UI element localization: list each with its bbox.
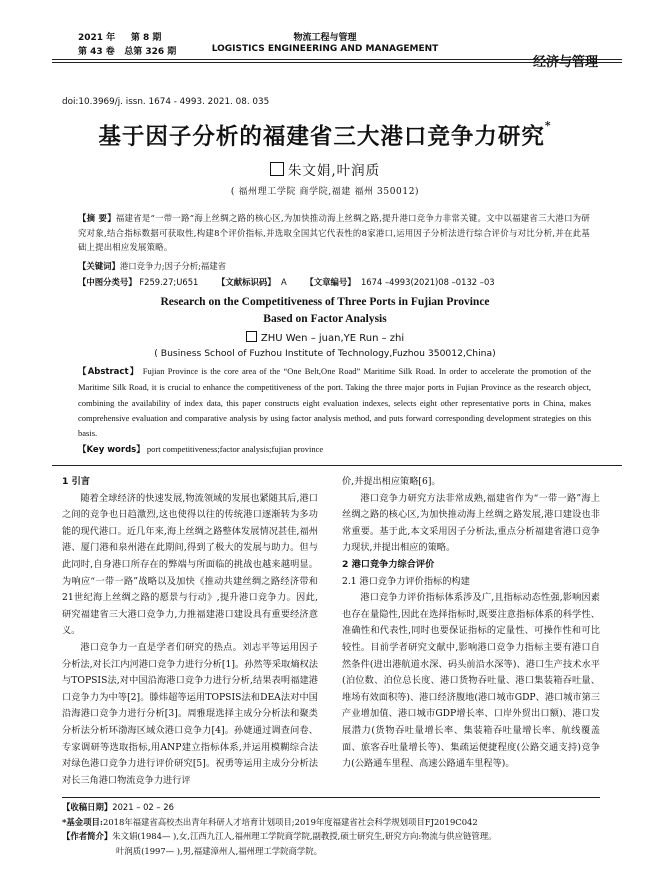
body-right-column bbox=[342, 474, 600, 773]
header-volume: 第 43 卷 bbox=[78, 47, 115, 57]
paragraph: 随着全球经济的快速发展,物流领域的发展也紧随其后,港口之间的竞争也日趋激烈,这也使得以往的传统港口逐渐转为多功能的现代港口。近几年来,海上丝绸之路整体发展情况甚佳,福州港、厦门港和泉州港在此期间,得到了极大的发展与助力。但与此同时,自身港口所存在的弊端与所面临的挑战也越来越明显。为响应“一带一路”战略以及加快《推动共建丝绸之路经济带和21世纪海上丝绸之路的愿景与行动》,提升港口竞争力。因此,研究福建省三大港口竞争力,力推福建港口建设具有重要经济意义。 bbox=[62, 492, 318, 637]
title-en-line1: Research on the Competitiveness of Three Ports in Fujian Province bbox=[160, 296, 490, 308]
author-bio-2: 叶润质(1997— ),男,福建漳州人,福州理工学院商学院。 bbox=[116, 845, 322, 856]
author-box-icon bbox=[270, 162, 284, 176]
author-bio-1: 朱文娟(1984— ),女,江西九江人,福州理工学院商学院,副教授,硕士研究生,研究方向:物流与供应链管理。 bbox=[112, 831, 497, 841]
abstract-en-label: 【Abstract】 bbox=[78, 367, 140, 377]
title-en-line2: Based on Factor Analysis bbox=[263, 313, 387, 325]
fund-value: 2018年福建省高校杰出青年科研人才培育计划项目;2019年度福建省社会科学规划项目FJ2019C042 bbox=[102, 816, 478, 827]
author-en-box-icon bbox=[246, 331, 257, 342]
keywords-en bbox=[78, 443, 323, 455]
keywords-cn bbox=[78, 260, 226, 272]
paragraph: 港口竞争力一直是学者们研究的热点。刘志平等运用因子分析法,对长江内河港口竞争力进行分析[1]。孙然等采取熵权法与TOPSIS法,对中国沿海港口竞争力进行分析,结果表明福建港口竞争力为中等[2]。滕炜超等运用TOPSIS法和DEA法对中国沿海港口竞争力进行分析[3]。周雅琨选择主成分分析法和聚类分析法分析环渤海区域众港口竞争力[4]。孙婕通过调查问卷、专家调研等选取指标,用ANP建立指标体系,并运用模糊综合法对绿色港口竞争力进行评价研究[5]。祝勇等运用主成分分析法对长三角港口物流竞争力进行评 bbox=[62, 641, 318, 786]
journal-name-en: LOGISTICS ENGINEERING AND MANAGEMENT bbox=[211, 44, 439, 54]
abstract-en-text: Fujian Province is the core area of the “One Belt,One Road” Maritime Silk Road. In order to accelerate the promotion of the Maritime Silk Road, it is crucial to enhance the competitiveness of the port. Taking the three major ports in Fujian Province as the research object, combining the availability of index data, this paper constructs eight evaluation indexes, selects eight other representative ports in China, makes comprehensive evaluation and comparative analysis by using factor analysis method, and puts forward corresponding development strategies on this basis. bbox=[78, 366, 591, 439]
section-2-heading: 2 港口竞争力综合评价 bbox=[342, 558, 435, 570]
fund-label: *基金项目: bbox=[62, 816, 103, 827]
authors-text: 朱文娟,叶润质 bbox=[287, 163, 381, 179]
body-left-column bbox=[62, 474, 318, 789]
classification-line bbox=[78, 276, 598, 288]
footnote-rule bbox=[62, 797, 600, 798]
paragraph: 价,并提出相应策略[6]。 bbox=[342, 476, 441, 487]
authors bbox=[0, 159, 650, 179]
affiliation: ( 福州理工学院 商学院,福建 福州 350012) bbox=[230, 187, 420, 197]
journal-name-cn: 物流工程与管理 bbox=[293, 33, 357, 43]
header-total: 总第 326 期 bbox=[124, 47, 177, 57]
paragraph: 港口竞争力评价指标体系涉及广,且指标动态性强,影响因素也存在量隐性,因此在选择指标时,既要注意指标体系的科学性、准确性和代表性,同时也要保证指标的定量性、可操作性和可比较性。目前学者研究文献中,影响港口竞争力指标主要有港口自然条件(进出港航道水深、码头前沿水深等)、港口生产技术水平(泊位数、泊位总长度、港口货物吞吐量、港口集装箱吞吐量、堆场有效面积等)、港口经济腹地(港口城市GDP、港口城市第三产业增加值、港口城市GDP增长率、口岸外贸出口额)、港口发展潜力(货物吞吐量增长率、集装箱吞吐量增长率、航线覆盖面、旅客吞吐量增长等)、集疏运便捷程度(公路交通支持)竞争力(公路通车里程、高速公路通车里程等)。 bbox=[342, 592, 600, 770]
paragraph: 港口竞争力研究方法非常成熟,福建省作为“一带一路”海上丝绸之路的核心区,为加快推动海上丝绸之路发展,港口建设也非常重要。基于此,本文采用因子分析法,重点分析福建省港口竞争力现状,并提出相应的策略。 bbox=[342, 492, 600, 554]
paper-title-text: 基于因子分析的福建省三大港口竞争力研究 bbox=[98, 124, 545, 150]
fund-info bbox=[62, 815, 602, 830]
paper-title bbox=[0, 119, 650, 151]
section-1-heading: 1 引言 bbox=[62, 476, 90, 487]
footnotes bbox=[62, 800, 602, 858]
keywords-cn-text: 港口竞争力;因子分析;福建省 bbox=[119, 261, 227, 271]
author-bio bbox=[62, 829, 602, 844]
abstract-cn bbox=[78, 211, 590, 255]
affiliation-en: ( Business School of Fuzhou Institute of Technology,Fuzhou 350012,China) bbox=[154, 348, 496, 359]
section-name: 经济与管理 bbox=[532, 55, 598, 70]
article-no-value: 1674 –4993(2021)08 –0132 –03 bbox=[360, 277, 495, 287]
keywords-en-text: port competitiveness;factor analysis;fujian province bbox=[146, 444, 324, 454]
received-date bbox=[62, 800, 602, 815]
abstract-separator bbox=[52, 465, 622, 466]
authors-en bbox=[0, 331, 650, 344]
doc-code-value: A bbox=[280, 277, 287, 287]
clc-label: 【中图分类号】 bbox=[78, 277, 137, 287]
header-year: 2021 年 bbox=[78, 33, 116, 43]
title-footnote-mark: * bbox=[544, 119, 552, 132]
authors-en-text: ZHU Wen – juan,YE Run – zhi bbox=[260, 333, 405, 344]
header-rule-thin bbox=[52, 62, 622, 63]
abstract-cn-text: 福建省是“一带一路”海上丝绸之路的核心区,为加快推动海上丝绸之路,提升港口竞争力非常关键。文中以福建省三大港口为研究对象,结合指标数据可获取性,构建8个评价指标,并选取全国其它代表性的8家港口,运用因子分析法进行综合评价与对比分析,并在此基础上提出相应发展策略。 bbox=[78, 213, 590, 253]
subsection-2-1-heading: 2.1 港口竞争力评价指标的构建 bbox=[342, 575, 470, 587]
keywords-cn-label: 【关键词】 bbox=[78, 261, 120, 271]
received-label: 【收稿日期】 bbox=[62, 802, 113, 812]
abstract-en bbox=[78, 364, 591, 441]
clc-value: F259.27;U651 bbox=[139, 277, 199, 287]
header-rule bbox=[52, 59, 622, 60]
article-no-label: 【文章编号】 bbox=[305, 277, 356, 287]
doc-code-label: 【文献标识码】 bbox=[217, 277, 276, 287]
keywords-en-label: 【Key words】 bbox=[78, 445, 145, 455]
abstract-cn-label: 【摘 要】 bbox=[78, 213, 116, 223]
received-value: 2021 – 02 – 26 bbox=[112, 802, 174, 812]
doi: doi:10.3969/j. issn. 1674 - 4993. 2021. 08. 035 bbox=[62, 97, 270, 107]
header-issue: 第 8 期 bbox=[130, 33, 162, 43]
author-bio-label: 【作者简介】 bbox=[62, 831, 113, 841]
